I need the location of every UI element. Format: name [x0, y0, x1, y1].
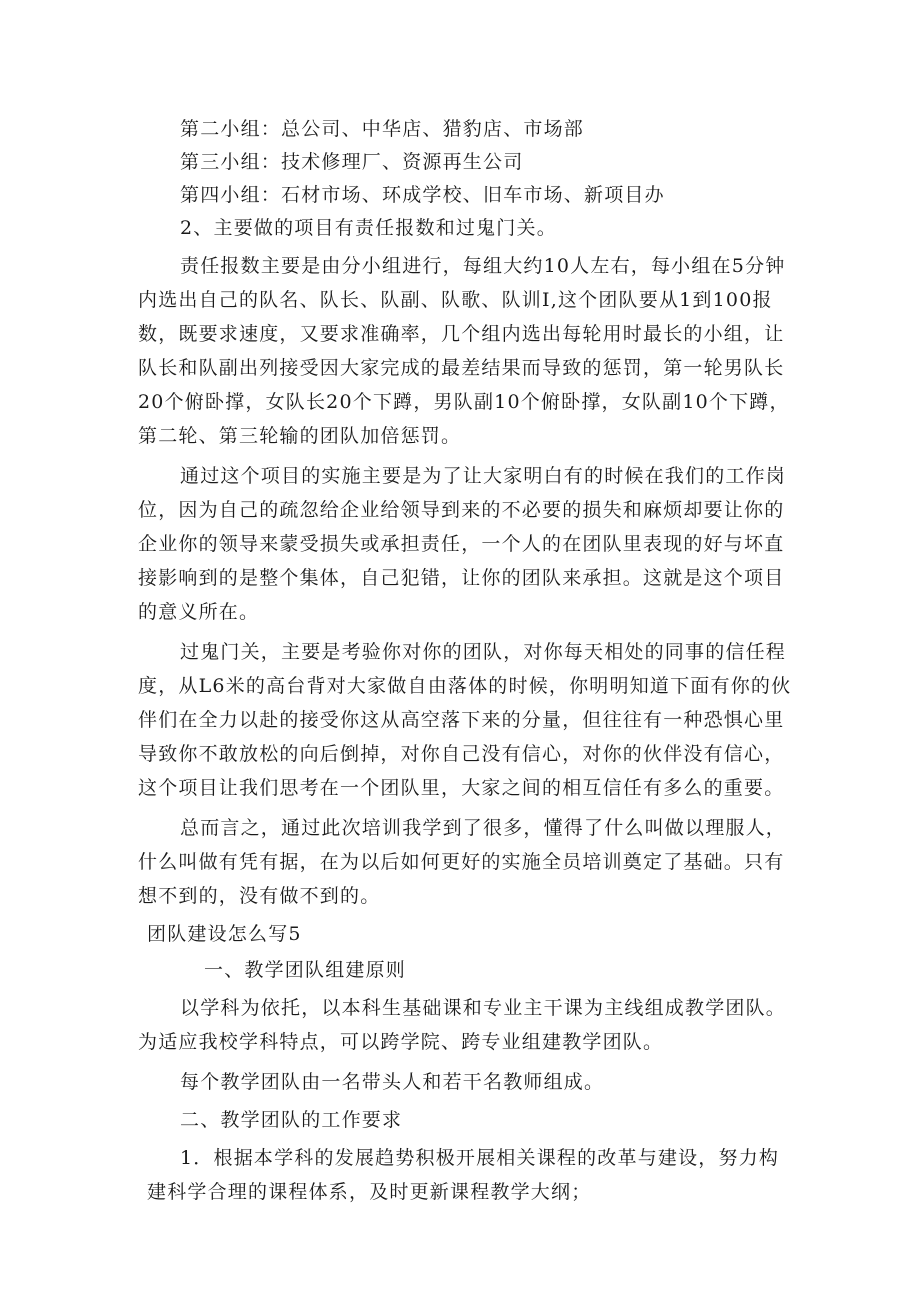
- text-line: 第二小组：总公司、中华店、猎豹店、市场部: [180, 118, 585, 140]
- subsection-heading: 一、教学团队组建原则: [204, 959, 407, 981]
- text-line: 伴们在全力以赴的接受你这从高空落下来的分量，但往往有一种恐惧心里: [138, 709, 785, 731]
- text-line: 第二轮、第三轮输的团队加倍惩罚。: [138, 425, 462, 447]
- section-heading: 团队建设怎么写5: [147, 923, 302, 945]
- text-line: 责任报数主要是由分小组进行，每组大约10人左右，每小组在5分钟: [180, 255, 786, 277]
- text-line: 度，从L6米的高台背对大家做自由落体的时候，你明明知道下面有你的伙: [138, 675, 792, 697]
- text-line: 每个教学团队由一名带头人和若干名教师组成。: [180, 1071, 605, 1093]
- text-line: 第三小组：技术修理厂、资源再生公司: [180, 151, 524, 173]
- text-line: 接影响到的是整个集体，自己犯错，让你的团队来承担。这就是这个项目: [138, 567, 785, 589]
- text-line: 导致你不敢放松的向后倒掉，对你自己没有信心，对你的伙伴没有信心，: [138, 743, 785, 765]
- text-line: 20个俯卧撑，女队长20个下蹲，男队副10个俯卧撑，女队副10个下蹲，: [138, 391, 790, 413]
- text-line: 总而言之，通过此次培训我学到了很多，懂得了什么叫做以理服人，: [180, 817, 787, 839]
- text-line: 过鬼门关，主要是考验你对你的团队，对你每天相处的同事的信任程: [180, 641, 787, 663]
- text-line: 2、主要做的项目有责任报数和过鬼门关。: [180, 217, 557, 239]
- text-line: 想不到的，没有做不到的。: [138, 885, 381, 907]
- text-line: 队长和队副出列接受因大家完成的最差结果而导致的惩罚，第一轮男队长: [138, 357, 785, 379]
- text-line: 内选出自己的队名、队长、队副、队歌、队训I,这个团队要从1到100报: [138, 289, 773, 311]
- text-line: 通过这个项目的实施主要是为了让大家明白有的时候在我们的工作岗: [180, 465, 787, 487]
- text-line: 这个项目让我们思考在一个团队里，大家之间的相互信任有多么的重要。: [138, 777, 785, 799]
- subsection-heading: 二、教学团队的工作要求: [180, 1109, 403, 1131]
- text-line: 为适应我校学科特点，可以跨学院、跨专业组建教学团队。: [138, 1031, 664, 1053]
- text-line: 的意义所在。: [138, 601, 260, 623]
- text-line: 第四小组：石材市场、环成学校、旧车市场、新项目办: [180, 184, 665, 206]
- text-line: 建科学合理的课程体系，及时更新课程教学大纲；: [147, 1181, 592, 1203]
- text-line: 位，因为自己的疏忽给企业给领导到来的不必要的损失和麻烦却要让你的: [138, 499, 785, 521]
- text-line: 以学科为依托，以本科生基础课和专业主干课为主线组成教学团队。: [180, 997, 787, 1019]
- text-line: 企业你的领导来蒙受损失或承担责任，一个人的在团队里表现的好与坏直: [138, 533, 785, 555]
- text-line: 什么叫做有凭有据，在为以后如何更好的实施全员培训奠定了基础。只有: [138, 851, 785, 873]
- text-line: 数，既要求速度，又要求准确率，几个组内选出每轮用时最长的小组，让: [138, 323, 785, 345]
- text-line: 1．根据本学科的发展趋势积极开展相关课程的改革与建设，努力构: [180, 1147, 780, 1169]
